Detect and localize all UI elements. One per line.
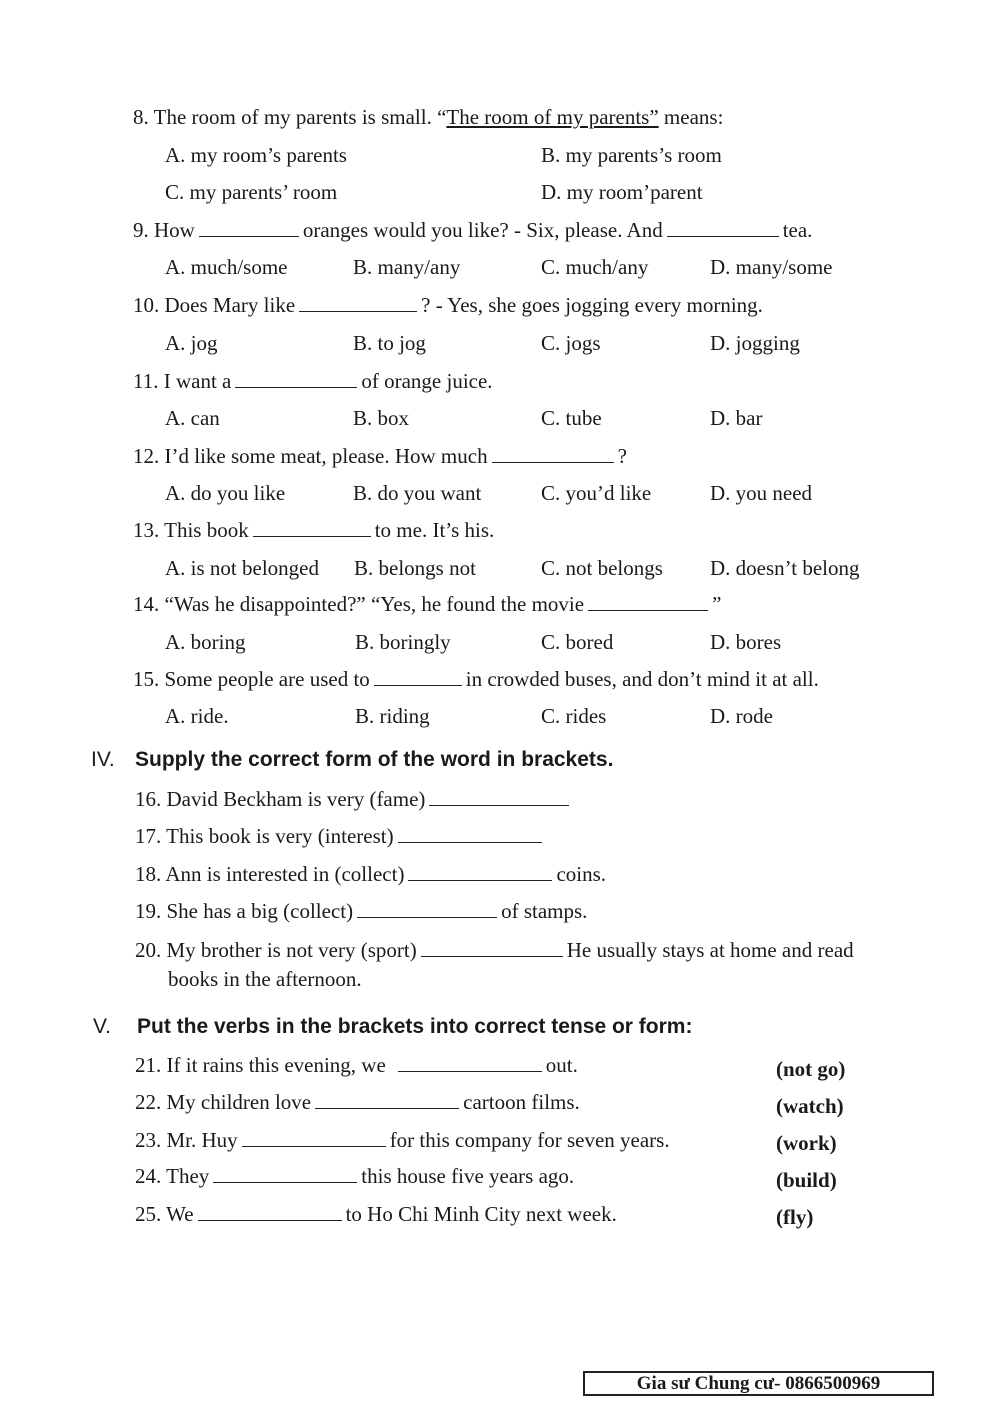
underlined-phrase: The room of my parents” xyxy=(446,105,659,129)
option-a: A. my room’s parents xyxy=(165,143,347,167)
question-16: 16. David Beckham is very (fame) xyxy=(135,786,573,812)
option-b: B. many/any xyxy=(353,255,461,279)
verb-hint: (watch) xyxy=(776,1094,844,1118)
question-9: 9. How oranges would you like? - Six, please. And tea. xyxy=(133,218,813,242)
option-d: D. doesn’t belong xyxy=(710,556,860,580)
question-14: 14. “Was he disappointed?” “Yes, he found the movie ” xyxy=(133,592,722,616)
verb-hint: (fly) xyxy=(776,1205,814,1229)
question-8: 8. The room of my parents is small. “The room of my parents” means: xyxy=(133,105,724,129)
answer-blank[interactable] xyxy=(408,862,552,881)
option-d: D. bores xyxy=(710,630,782,654)
answer-blank[interactable] xyxy=(667,218,779,237)
section-4-heading: IV. Supply the correct form of the word in brackets. xyxy=(91,748,614,771)
option-c: C. jogs xyxy=(541,331,601,355)
question-21: 21. If it rains this evening, we out. xyxy=(135,1053,578,1077)
option-c: C. my parents’ room xyxy=(165,180,338,204)
option-a: A. jog xyxy=(165,331,218,355)
answer-blank[interactable] xyxy=(588,592,708,611)
option-d: D. bar xyxy=(710,406,763,430)
question-12: 12. I’d like some meat, please. How much ? xyxy=(133,444,627,468)
option-c: C. you’d like xyxy=(541,481,652,505)
option-c: C. not belongs xyxy=(541,556,663,580)
question-23: 23. Mr. Huy for this company for seven years. xyxy=(135,1128,670,1152)
option-d: D. many/some xyxy=(710,255,833,279)
option-a: A. much/some xyxy=(165,255,288,279)
footer-contact-box: Gia sư Chung cư- 0866500969 xyxy=(583,1371,934,1396)
answer-blank[interactable] xyxy=(253,518,371,537)
option-d: D. jogging xyxy=(710,331,800,355)
question-20: 20. My brother is not very (sport) He usually stays at home and read xyxy=(135,938,854,962)
answer-blank[interactable] xyxy=(357,899,497,918)
question-13: 13. This book to me. It’s his. xyxy=(133,518,495,542)
option-a: A. boring xyxy=(165,630,246,654)
answer-blank[interactable] xyxy=(374,667,462,686)
answer-blank[interactable] xyxy=(429,787,569,806)
option-d: D. you need xyxy=(710,481,813,505)
question-25: 25. We to Ho Chi Minh City next week. xyxy=(135,1202,617,1226)
option-b: B. boringly xyxy=(355,630,451,654)
verb-hint: (build) xyxy=(776,1168,837,1192)
question-10: 10. Does Mary like ? - Yes, she goes jogging every morning. xyxy=(133,293,763,317)
question-18: 18. Ann is interested in (collect) coins. xyxy=(135,862,607,886)
option-a: A. is not belonged xyxy=(165,556,319,580)
question-11: 11. I want a of orange juice. xyxy=(133,369,493,393)
answer-blank[interactable] xyxy=(421,938,563,957)
option-c: C. rides xyxy=(541,704,607,728)
option-b: B. do you want xyxy=(353,481,482,505)
answer-blank[interactable] xyxy=(299,293,417,312)
option-d: D. my room’parent xyxy=(541,180,703,204)
option-a: A. can xyxy=(165,406,220,430)
option-b: B. box xyxy=(353,406,410,430)
option-b: B. to jog xyxy=(353,331,426,355)
answer-blank[interactable] xyxy=(315,1090,459,1109)
question-19: 19. She has a big (collect) of stamps. xyxy=(135,899,588,923)
option-d: D. rode xyxy=(710,704,773,728)
option-a: A. ride. xyxy=(165,704,229,728)
question-22: 22. My children love cartoon films. xyxy=(135,1090,580,1114)
answer-blank[interactable] xyxy=(398,1053,542,1072)
section-5-heading: V. Put the verbs in the brackets into correct tense or form: xyxy=(93,1015,693,1038)
question-15: 15. Some people are used to in crowded buses, and don’t mind it at all. xyxy=(133,667,819,691)
answer-blank[interactable] xyxy=(235,369,357,388)
answer-blank[interactable] xyxy=(198,1202,342,1221)
option-b: B. belongs not xyxy=(354,556,476,580)
answer-blank[interactable] xyxy=(242,1128,386,1147)
option-c: C. bored xyxy=(541,630,614,654)
question-24: 24. They this house five years ago. xyxy=(135,1164,575,1188)
option-c: C. tube xyxy=(541,406,602,430)
answer-blank[interactable] xyxy=(199,218,299,237)
verb-hint: (work) xyxy=(776,1131,837,1155)
question-20-continued: books in the afternoon. xyxy=(168,967,362,991)
option-b: B. riding xyxy=(355,704,430,728)
question-17: 17. This book is very (interest) xyxy=(135,823,546,849)
option-b: B. my parents’s room xyxy=(541,143,722,167)
answer-blank[interactable] xyxy=(492,444,614,463)
option-c: C. much/any xyxy=(541,255,649,279)
verb-hint: (not go) xyxy=(776,1057,846,1081)
answer-blank[interactable] xyxy=(213,1164,357,1183)
option-a: A. do you like xyxy=(165,481,286,505)
answer-blank[interactable] xyxy=(398,824,542,843)
